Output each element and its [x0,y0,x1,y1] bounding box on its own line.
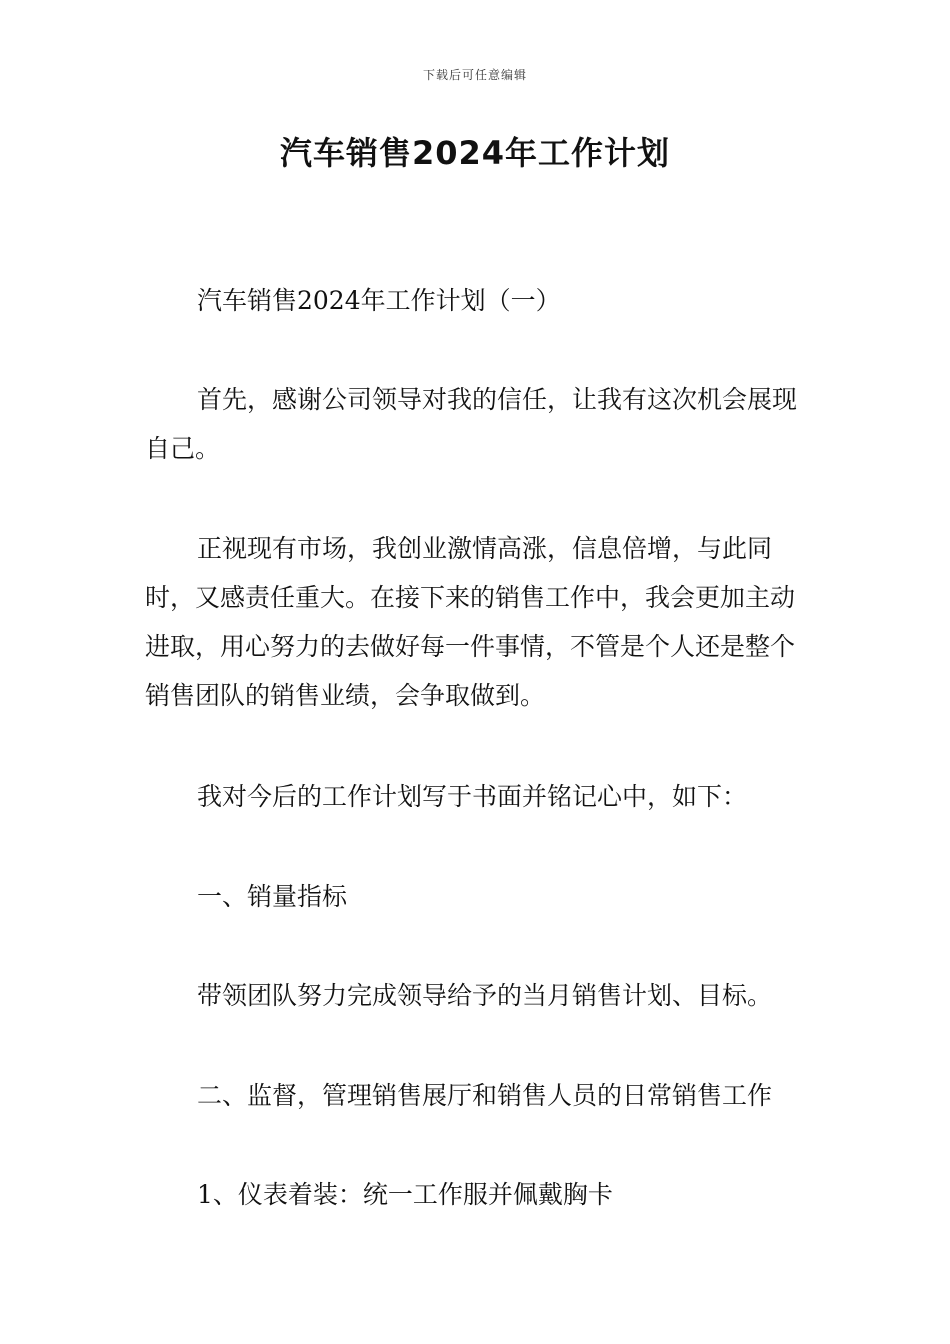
paragraph-gratitude: 首先，感谢公司领导对我的信任，让我有这次机会展现自己。 [145,385,798,463]
paragraph-plan-intro: 我对今后的工作计划写于书面并铭记心中，如下： [197,782,748,811]
document-title: 汽车销售2024年工作计划 [279,134,671,172]
list-item-dress-code: 1、仪表着装：统一工作服并佩戴胸卡 [197,1180,613,1209]
heading-supervision: 二、监督，管理销售展厅和销售人员的日常销售工作 [197,1081,773,1110]
heading-sales-target: 一、销量指标 [197,882,348,911]
paragraph-market: 正视现有市场，我创业激情高涨，信息倍增，与此同时，又感责任重大。在接下来的销售工作中，我会更加主动进取，用心努力的去做好每一件事情，不管是个人还是整个销售团队的销售业绩，会争取做到。 [145,534,796,710]
section-subtitle: 汽车销售2024年工作计划（一） [197,286,561,315]
header-note: 下载后可任意编辑 [422,68,527,82]
paragraph-sales-target: 带领团队努力完成领导给予的当月销售计划、目标。 [197,981,773,1010]
